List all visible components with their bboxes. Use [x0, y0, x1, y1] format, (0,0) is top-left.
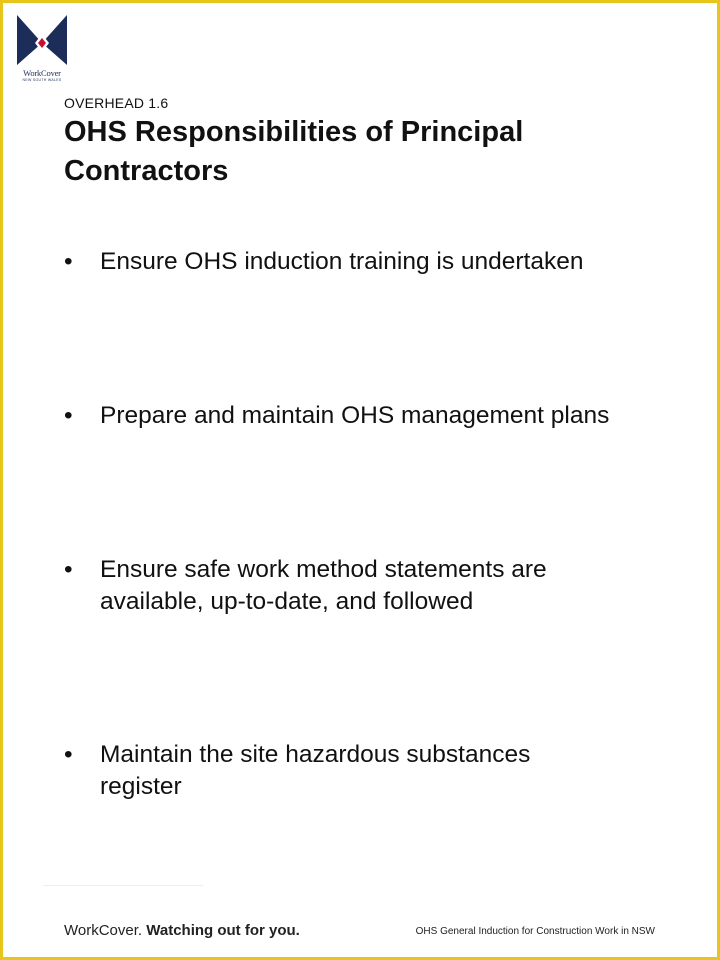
overhead-label: OVERHEAD 1.6 — [64, 95, 169, 111]
footer-divider — [43, 885, 203, 886]
bullet-icon: • — [64, 741, 73, 768]
footer-brand-name: WorkCover. — [64, 922, 143, 939]
workcover-logo — [13, 13, 71, 85]
bullet-text: Ensure OHS induction training is undertaken — [100, 248, 584, 275]
bullet-icon: • — [64, 248, 73, 275]
workcover-emblem-icon — [13, 13, 71, 69]
footer-slogan: Watching out for you. — [146, 922, 300, 939]
footer-brand — [64, 922, 300, 939]
bullet-text: Prepare and maintain OHS management plans — [100, 402, 610, 429]
logo-subtext: NEW SOUTH WALES — [22, 78, 62, 82]
slide-title: OHS Responsibilities of Principal Contractors — [64, 116, 524, 187]
bullet-text: Maintain the site hazardous substances register — [100, 741, 531, 800]
bullet-icon: • — [64, 402, 73, 429]
logo-wordmark: WorkCover — [23, 68, 61, 78]
footer-note: OHS General Induction for Construction Work in NSW — [415, 926, 655, 937]
bullet-text: Ensure safe work method statements are available, up-to-date, and followed — [100, 556, 547, 615]
bullet-icon: • — [64, 556, 73, 583]
